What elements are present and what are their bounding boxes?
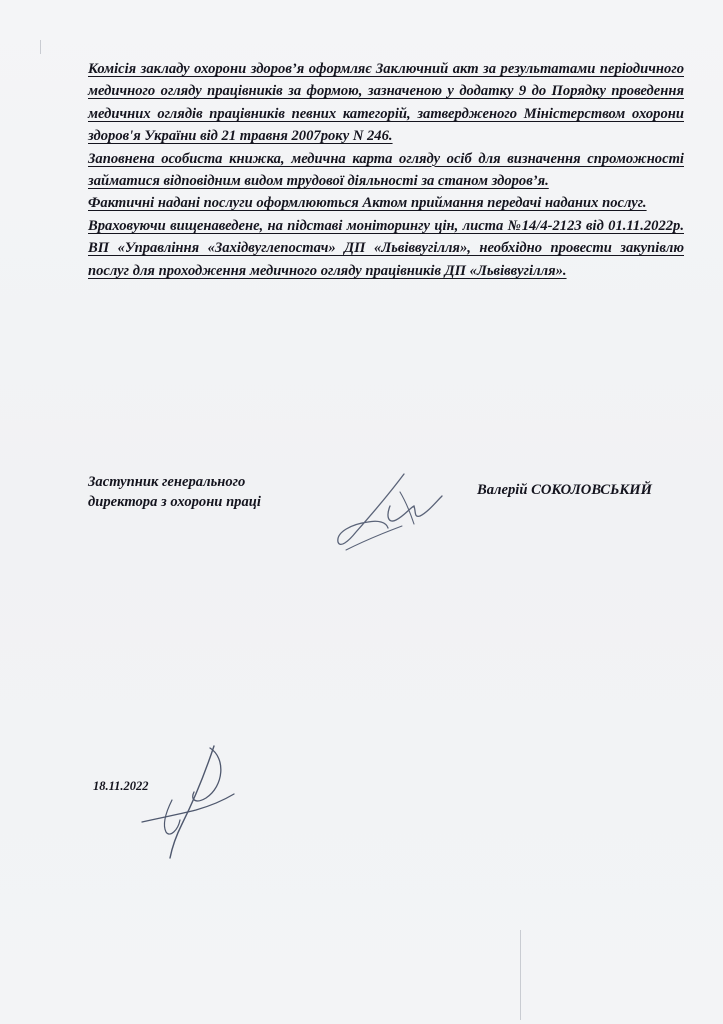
paragraph-commission-act: Комісія закладу охорони здоров’я оформляє Заключний акт за результатами періодичного медичного огляду працівників за формою, зазначеною у додатку 9 до Порядку проведення медичних оглядів працівників певних категорій, затвердженого Міністерством охорони здоров'я України від 21 травня 2007року N 246. — [88, 61, 684, 145]
document-body — [88, 58, 684, 282]
scan-artifact — [40, 40, 41, 54]
handwritten-initials — [136, 740, 246, 870]
paragraph-services-act: Фактичні надані послуги оформлюються Актом приймання передачі наданих послуг. — [88, 195, 647, 212]
signatory-position-line-1: Заступник генерального — [88, 474, 246, 490]
scan-artifact — [520, 930, 521, 1020]
signatory-position-line-2: директора з охорони праці — [88, 494, 261, 510]
paragraph-medical-card: Заповнена особиста книжка, медична карта огляду осіб для визначення спроможності займатися відповідним видом трудової діяльності за станом здоров’я. — [88, 150, 684, 190]
signatory-position — [88, 472, 261, 512]
signer-name: Валерій СОКОЛОВСЬКИЙ — [477, 482, 652, 498]
paragraph-conclusion: Враховуючи вищенаведене, на підставі моніторингу цін, листа №14/4-2123 від 01.11.2022р. ВП «Управління «Західвуглепостач» ДП «Львіввугілля», необхідно провести закупівлю послуг для проходження медичного огляду працівників ДП «Львіввугілля». — [88, 217, 684, 279]
handwritten-signature — [326, 462, 476, 562]
document-date: 18.11.2022 — [93, 779, 149, 793]
